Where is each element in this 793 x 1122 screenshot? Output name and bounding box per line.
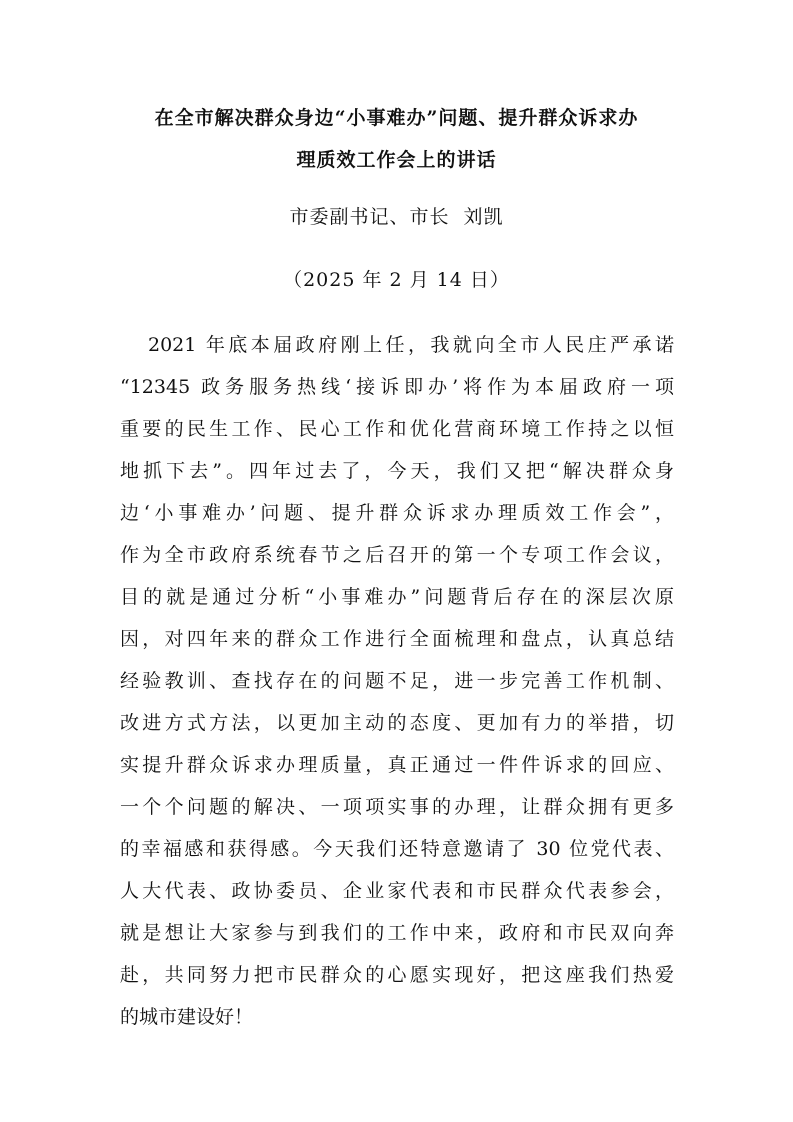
paragraph-line: 因，对四年来的群众工作进行全面梳理和盘点，认真总结 — [120, 628, 674, 650]
paragraph-line: 地抓下去”。四年过去了，今天，我们又把“解决群众身 — [120, 460, 674, 482]
paragraph-line: 实提升群众诉求办理质量，真正通过一件件诉求的回应、 — [120, 754, 674, 776]
paragraph-line: 一个个问题的解决、一项项实事的办理，让群众拥有更多 — [120, 796, 674, 818]
paragraph-line: 边‘小事难办’问题、提升群众诉求办理质效工作会”， — [120, 502, 674, 524]
paragraph-line: 目的就是通过分析“小事难办”问题背后存在的深层次原 — [120, 586, 674, 608]
document-title-line-1: 在全市解决群众身边“小事难办”问题、提升群众诉求办 — [154, 107, 639, 129]
paragraph-line: 经验教训、查找存在的问题不足，进一步完善工作机制、 — [120, 670, 674, 692]
paragraph-line: 人大代表、政协委员、企业家代表和市民群众代表参会， — [120, 880, 674, 902]
paragraph-line: 的幸福感和获得感。今天我们还特意邀请了 30 位党代表、 — [120, 838, 674, 860]
paragraph-line: 的城市建设好！ — [120, 1006, 254, 1028]
paragraph-line: 改进方式方法，以更加主动的态度、更加有力的举措，切 — [120, 712, 674, 734]
speaker-byline: 市委副书记、市长 刘凯 — [289, 206, 504, 228]
document-title-line-2: 理质效工作会上的讲话 — [296, 149, 497, 171]
speech-date: （2025 年 2 月 14 日） — [283, 269, 510, 291]
paragraph-line: 作为全市政府系统春节之后召开的第一个专项工作会议， — [120, 544, 674, 566]
paragraph-line: 就是想让大家参与到我们的工作中来，政府和市民双向奔 — [120, 922, 674, 944]
paragraph-line: 重要的民生工作、民心工作和优化营商环境工作持之以恒 — [120, 418, 674, 440]
paragraph-line: 赴，共同努力把市民群众的心愿实现好，把这座我们热爱 — [120, 964, 674, 986]
paragraph-line: “12345 政务服务热线‘接诉即办’将作为本届政府一项 — [120, 376, 674, 398]
paragraph-line: 2021 年底本届政府刚上任，我就向全市人民庄严承诺 — [148, 334, 674, 356]
